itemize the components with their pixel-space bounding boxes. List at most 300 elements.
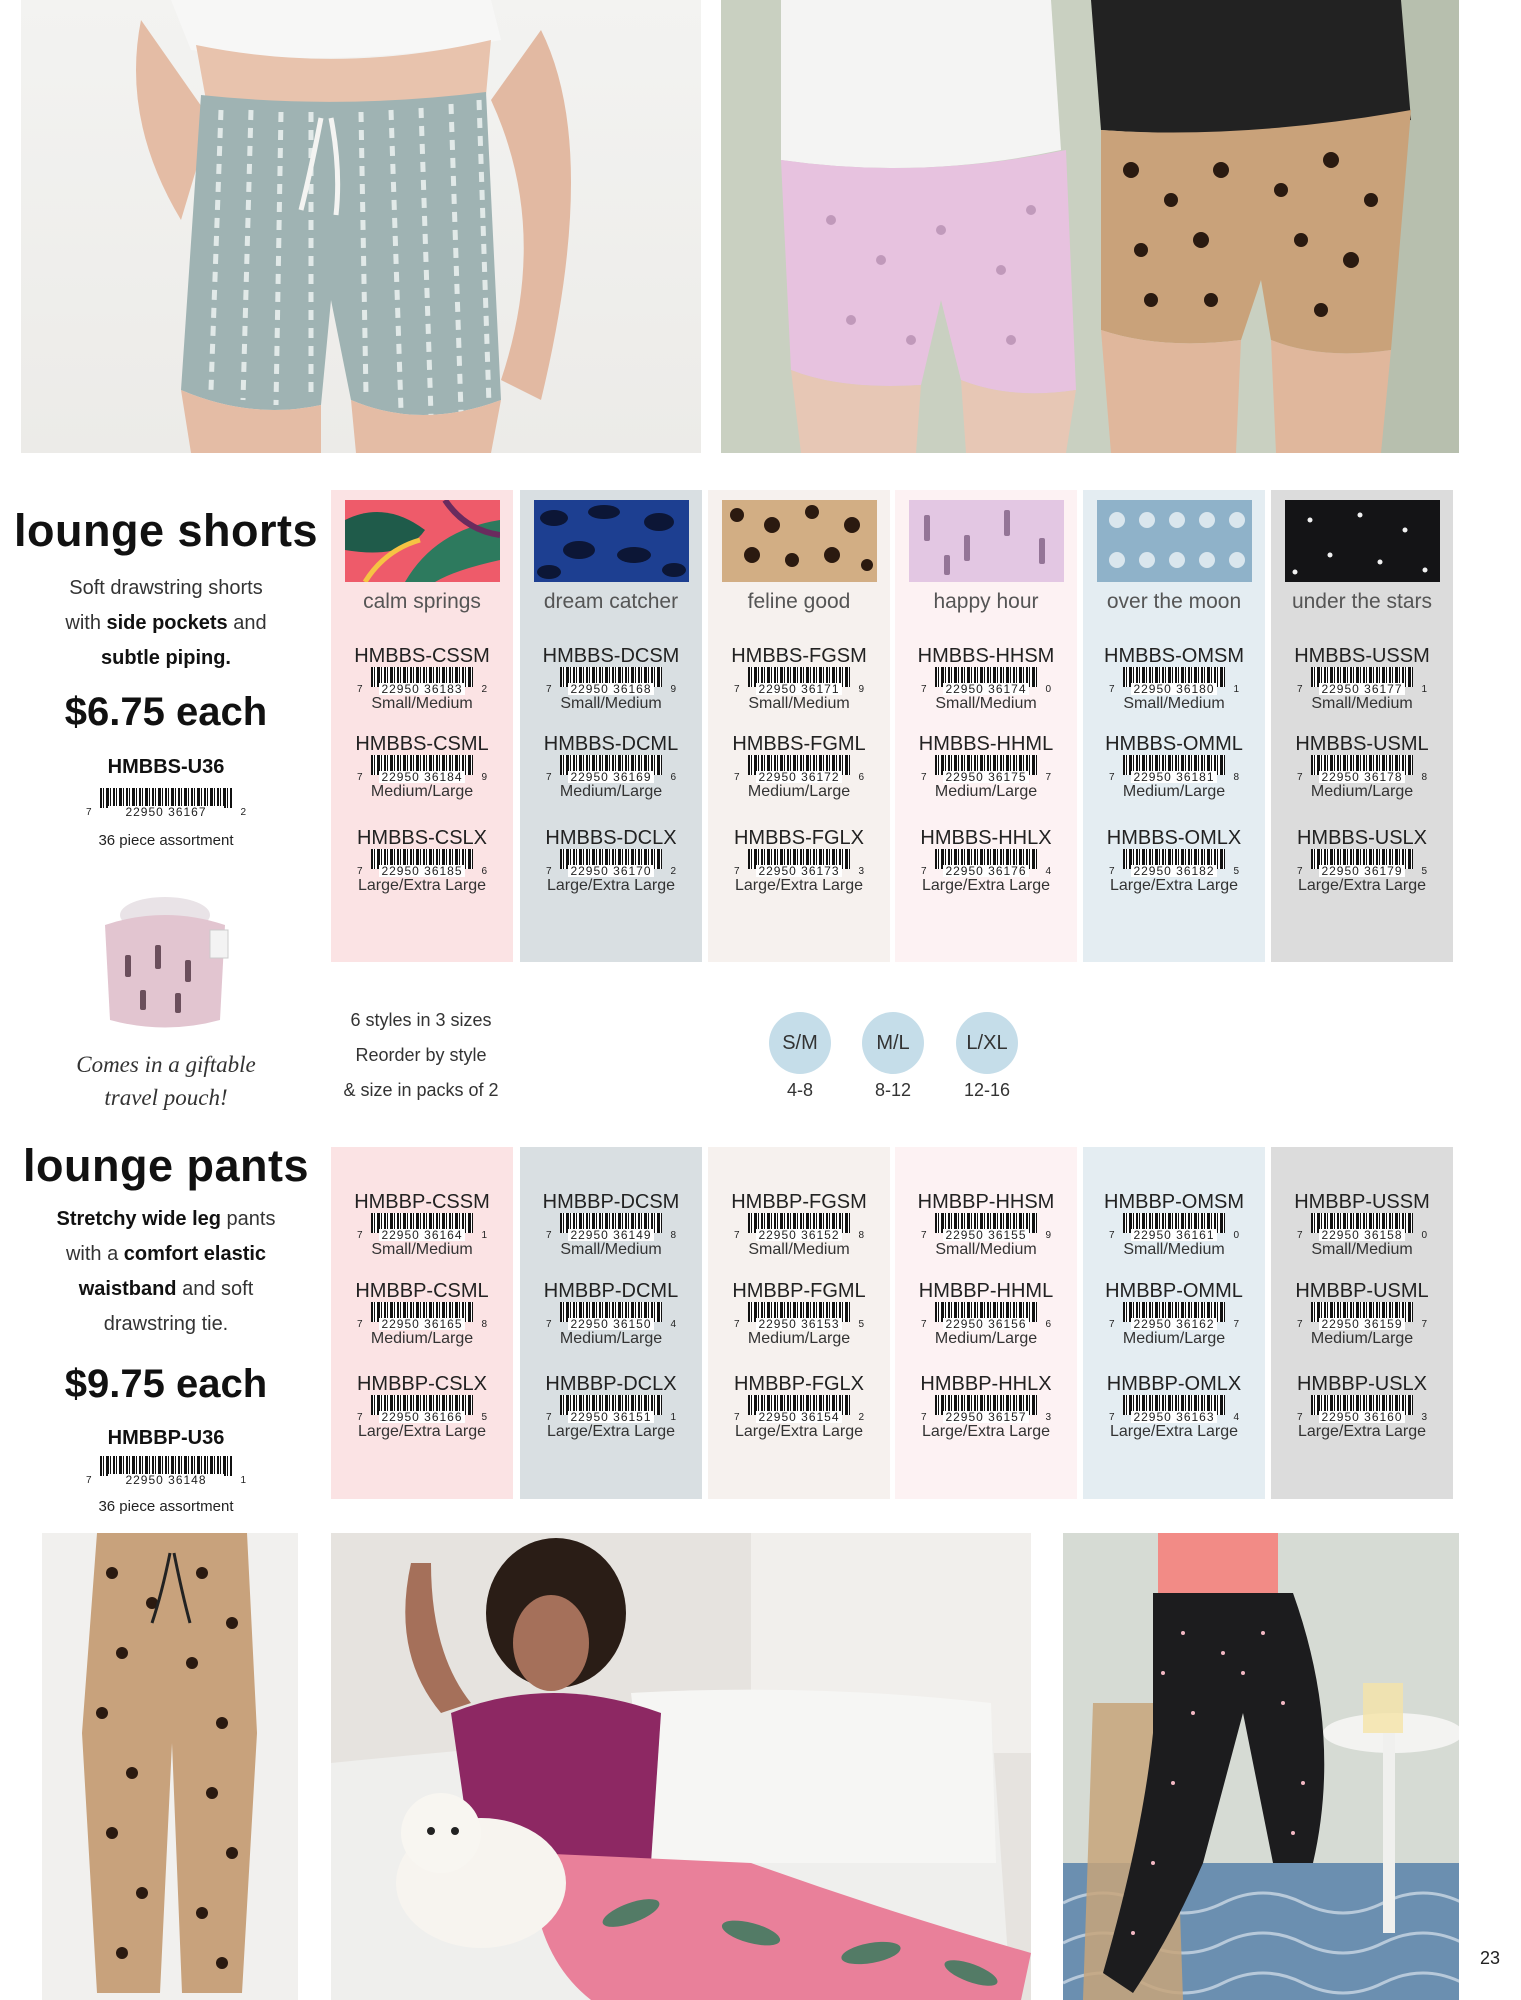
- shorts-title: lounge shorts: [13, 505, 318, 556]
- barcode-digits: 22950 36182: [1131, 865, 1217, 877]
- sku-entry: [331, 1280, 513, 1348]
- sku-entry: [520, 827, 702, 895]
- barcode-digit-right: 6: [670, 772, 676, 783]
- sku-size: Small/Medium: [560, 695, 662, 712]
- sku-code: HMBBS-DCML: [543, 733, 679, 755]
- barcode-digit-left: 7: [1109, 1230, 1115, 1241]
- sku-entry: [1083, 645, 1265, 713]
- pants-style-column: [1271, 1147, 1453, 1499]
- pack-note: [331, 1003, 511, 1108]
- pants-price: $9.75 each: [64, 1362, 268, 1406]
- shorts-style-column: [708, 490, 890, 962]
- sku-code: HMBBP-OMSM: [1104, 1191, 1244, 1213]
- sku-barcode: [921, 1302, 1051, 1330]
- pants-desc-text: pants: [221, 1208, 276, 1230]
- sku-entry: [520, 1280, 702, 1348]
- shorts-style-grid: [331, 490, 1459, 962]
- sku-entry: [708, 645, 890, 713]
- sku-entry: [520, 1373, 702, 1441]
- sku-size: Small/Medium: [935, 1241, 1037, 1258]
- barcode-digits: 22950 36149: [568, 1229, 654, 1241]
- sku-barcode: [546, 667, 676, 695]
- sku-entry: [895, 645, 1077, 713]
- sku-code: HMBBS-OMML: [1105, 733, 1243, 755]
- sku-size: Medium/Large: [747, 783, 851, 800]
- sku-barcode: [734, 849, 864, 877]
- sku-size: Large/Extra Large: [546, 1423, 676, 1440]
- sku-barcode: [1109, 755, 1239, 783]
- barcode-digit-right: 6: [481, 866, 487, 877]
- happy-hour-print-swatch: [909, 500, 1064, 582]
- barcode-digits: 22950 36168: [568, 683, 654, 695]
- pants-desc-bold: waistband: [78, 1278, 177, 1300]
- sku-code: HMBBS-USLX: [1296, 827, 1428, 849]
- barcode-digit-right: 2: [481, 684, 487, 695]
- sku-code: HMBBP-HHLX: [920, 1373, 1052, 1395]
- shorts-desc-line-2: [0, 606, 332, 641]
- barcode-digits: 22950 36180: [1131, 683, 1217, 695]
- sku-size: Small/Medium: [1311, 1241, 1413, 1258]
- sku-code: HMBBS-USML: [1295, 733, 1429, 755]
- pouch-note-line-1: Comes in a giftable: [76, 1052, 256, 1077]
- sku-code: HMBBS-HHSM: [917, 645, 1055, 667]
- barcode-digit-left: 7: [357, 1319, 363, 1330]
- sku-entry: [331, 733, 513, 801]
- sku-size: Small/Medium: [1123, 1241, 1225, 1258]
- barcode-digits: 22950 36185: [379, 865, 465, 877]
- pants-desc-bold: comfort elastic: [123, 1243, 267, 1265]
- barcode-digits: 22950 36179: [1319, 865, 1405, 877]
- pants-desc-bold: Stretchy wide leg: [56, 1208, 221, 1230]
- sku-entry: [708, 1373, 890, 1441]
- pants-style-column: [520, 1147, 702, 1499]
- pants-style-grid: [331, 1147, 1459, 1499]
- sku-size: Large/Extra Large: [357, 877, 487, 894]
- sku-barcode: [1109, 1302, 1239, 1330]
- barcode-digits: 22950 36152: [756, 1229, 842, 1241]
- style-name: over the moon: [1106, 590, 1242, 613]
- sku-code: HMBBS-DCSM: [542, 645, 680, 667]
- shorts-style-column: [1271, 490, 1453, 962]
- sku-size: Small/Medium: [560, 1241, 662, 1258]
- pants-desc-line-3: [0, 1272, 332, 1307]
- barcode-digit-right: 6: [858, 772, 864, 783]
- barcode-digits: 22950 36157: [943, 1411, 1029, 1423]
- barcode-digits: 22950 36169: [568, 771, 654, 783]
- sku-barcode: [357, 1395, 487, 1423]
- barcode-digits: 22950 36161: [1131, 1229, 1217, 1241]
- barcode-digits: 22950 36181: [1131, 771, 1217, 783]
- barcode-digit-right: 9: [670, 684, 676, 695]
- sku-code: HMBBS-DCLX: [545, 827, 677, 849]
- sku-entry: [520, 733, 702, 801]
- barcode-digit-right: 1: [1233, 684, 1239, 695]
- pants-style-column: [708, 1147, 890, 1499]
- size-badge-sm: S/M: [769, 1012, 831, 1074]
- barcode-digits: 22950 36163: [1131, 1411, 1217, 1423]
- sku-entry: [895, 1191, 1077, 1259]
- barcode-digit-right: 3: [1045, 1412, 1051, 1423]
- sku-entry: [895, 827, 1077, 895]
- shorts-desc-line-1: Soft drawstring shorts: [69, 577, 263, 599]
- dream-catcher-print-swatch: [534, 500, 689, 582]
- sku-code: HMBBS-CSSM: [354, 645, 490, 667]
- barcode-digit-left: 7: [546, 1319, 552, 1330]
- sku-barcode: [546, 1395, 676, 1423]
- photo-leopard-pants: [42, 1533, 298, 2000]
- sku-size: Medium/Large: [934, 1330, 1038, 1347]
- barcode-digits: 22950 36184: [379, 771, 465, 783]
- shorts-desc-bold: subtle piping.: [101, 647, 231, 669]
- barcode-digit-right: 3: [1421, 1412, 1427, 1423]
- barcode-digit-left: 7: [357, 1230, 363, 1241]
- sku-barcode: [734, 755, 864, 783]
- sku-entry: [331, 1191, 513, 1259]
- sku-barcode: [357, 1302, 487, 1330]
- sku-size: Large/Extra Large: [1109, 1423, 1239, 1440]
- shorts-style-column: [520, 490, 702, 962]
- shorts-style-column: [331, 490, 513, 962]
- sku-entry: [331, 827, 513, 895]
- sku-entry: [895, 1280, 1077, 1348]
- barcode-digits: 22950 36165: [379, 1318, 465, 1330]
- barcode-digit-left: 7: [734, 772, 740, 783]
- over-the-moon-print-swatch: [1097, 500, 1252, 582]
- travel-pouch-image: [95, 885, 235, 1035]
- barcode-digit-right: 8: [858, 1230, 864, 1241]
- sku-barcode: [1297, 667, 1427, 695]
- sku-barcode: [734, 1302, 864, 1330]
- sku-size: Large/Extra Large: [734, 1423, 864, 1440]
- sku-size: Large/Extra Large: [1109, 877, 1239, 894]
- sku-size: Small/Medium: [1123, 695, 1225, 712]
- barcode-digit-left: 7: [1297, 1319, 1303, 1330]
- shorts-price: $6.75 each: [64, 690, 268, 734]
- barcode-digits: 22950 36171: [756, 683, 842, 695]
- sku-code: HMBBP-FGML: [732, 1280, 866, 1302]
- barcode-digits: 22950 36183: [379, 683, 465, 695]
- barcode-digits: 22950 36162: [1131, 1318, 1217, 1330]
- sku-size: Medium/Large: [934, 783, 1038, 800]
- style-name: dream catcher: [543, 590, 679, 613]
- barcode-digit-right: 9: [481, 772, 487, 783]
- barcode-digit-left: 7: [921, 684, 927, 695]
- barcode-digit-right: 5: [1233, 866, 1239, 877]
- sku-code: HMBBP-DCSM: [542, 1191, 680, 1213]
- sku-code: HMBBS-FGLX: [733, 827, 865, 849]
- sku-entry: [331, 1373, 513, 1441]
- sku-size: Large/Extra Large: [546, 877, 676, 894]
- pants-title: lounge pants: [23, 1140, 309, 1191]
- barcode-digit-left: 7: [921, 1412, 927, 1423]
- barcode-digit-right: 6: [1045, 1319, 1051, 1330]
- barcode-digit-left: 7: [1109, 1319, 1115, 1330]
- sku-barcode: [1297, 1302, 1427, 1330]
- sku-entry: [708, 733, 890, 801]
- sku-size: Large/Extra Large: [921, 1423, 1051, 1440]
- sku-code: HMBBS-HHML: [918, 733, 1054, 755]
- barcode-digit-left: 7: [546, 1412, 552, 1423]
- sku-size: Large/Extra Large: [734, 877, 864, 894]
- pack-note-line-1: 6 styles in 3 sizes: [350, 1010, 492, 1030]
- pants-description: [0, 1202, 332, 1342]
- pouch-note-line-2: travel pouch!: [104, 1085, 228, 1110]
- barcode-digit-left: 7: [1109, 866, 1115, 877]
- feline-good-print-swatch: [722, 500, 877, 582]
- barcode-digit-left: 7: [1297, 684, 1303, 695]
- barcode-digit-left: 7: [86, 1475, 92, 1486]
- pants-desc-text: with a: [65, 1243, 124, 1265]
- barcode-digit-right: 0: [1421, 1230, 1427, 1241]
- barcode-digit-left: 7: [921, 866, 927, 877]
- sku-code: HMBBP-OMLX: [1106, 1373, 1242, 1395]
- barcode-digits: 22950 36159: [1319, 1318, 1405, 1330]
- sku-barcode: [1297, 1395, 1427, 1423]
- sku-size: Small/Medium: [1311, 695, 1413, 712]
- sku-code: HMBBP-DCML: [543, 1280, 679, 1302]
- shorts-desc-line-3: [0, 641, 332, 676]
- pants-desc-line-1: [0, 1202, 332, 1237]
- sku-code: HMBBS-OMSM: [1104, 645, 1244, 667]
- barcode-digit-right: 8: [1421, 772, 1427, 783]
- barcode-digit-left: 7: [1109, 772, 1115, 783]
- sku-barcode: [921, 667, 1051, 695]
- barcode-digit-left: 7: [546, 1230, 552, 1241]
- barcode-digits: 22950 36175: [943, 771, 1029, 783]
- barcode-digit-left: 7: [546, 684, 552, 695]
- sku-entry: [708, 1191, 890, 1259]
- sku-size: Large/Extra Large: [1297, 1423, 1427, 1440]
- shorts-desc-text: and: [227, 612, 267, 634]
- shorts-assortment-barcode: [0, 788, 332, 818]
- shorts-desc-text: with: [65, 612, 107, 634]
- sku-code: HMBBP-CSLX: [356, 1373, 488, 1395]
- barcode-digit-left: 7: [357, 866, 363, 877]
- shorts-assortment-note: 36 piece assortment: [98, 832, 234, 849]
- barcode-digit-right: 1: [481, 1230, 487, 1241]
- barcode-digit-right: 5: [858, 1319, 864, 1330]
- shorts-assortment-code: HMBBS-U36: [107, 756, 225, 778]
- sku-code: HMBBS-CSLX: [356, 827, 488, 849]
- sku-barcode: [1109, 849, 1239, 877]
- pants-desc-line-2: [0, 1237, 332, 1272]
- barcode-digits: 22950 36151: [568, 1411, 654, 1423]
- pack-note-line-2: Reorder by style: [355, 1045, 487, 1065]
- sku-code: HMBBS-USSM: [1294, 645, 1430, 667]
- sku-code: HMBBP-OMML: [1105, 1280, 1243, 1302]
- style-name: calm springs: [363, 590, 481, 613]
- sku-code: HMBBS-HHLX: [920, 827, 1052, 849]
- barcode-digit-left: 7: [921, 772, 927, 783]
- sku-code: HMBBP-CSSM: [354, 1191, 490, 1213]
- sku-code: HMBBS-FGML: [732, 733, 866, 755]
- barcode-digit-left: 7: [1297, 1230, 1303, 1241]
- sku-entry: [1083, 1280, 1265, 1348]
- size-age-lxl: 12-16: [963, 1080, 1011, 1100]
- barcode-digits: 22950 36164: [379, 1229, 465, 1241]
- sku-entry: [1271, 1280, 1453, 1348]
- sku-entry: [520, 645, 702, 713]
- sku-size: Large/Extra Large: [1297, 877, 1427, 894]
- sku-code: HMBBP-FGLX: [733, 1373, 865, 1395]
- sku-size: Small/Medium: [371, 695, 473, 712]
- sku-barcode: [357, 755, 487, 783]
- sku-size: Medium/Large: [1310, 783, 1414, 800]
- sku-barcode: [1297, 755, 1427, 783]
- style-name: happy hour: [933, 590, 1039, 613]
- barcode-digit-left: 7: [734, 1412, 740, 1423]
- pouch-note: [0, 1048, 332, 1114]
- barcode-digit-right: 3: [858, 866, 864, 877]
- barcode-digit-right: 5: [1421, 866, 1427, 877]
- sku-code: HMBBS-FGSM: [731, 645, 867, 667]
- pants-style-column: [331, 1147, 513, 1499]
- barcode-digit-left: 7: [357, 684, 363, 695]
- barcode-digits: 22950 36160: [1319, 1411, 1405, 1423]
- barcode-digit-right: 4: [1045, 866, 1051, 877]
- barcode-digit-right: 8: [670, 1230, 676, 1241]
- page-number: 23: [1480, 1948, 1501, 1968]
- barcode-digit-left: 7: [921, 1230, 927, 1241]
- barcode-digits: 22950 36156: [943, 1318, 1029, 1330]
- barcode-digit-right: 0: [1233, 1230, 1239, 1241]
- style-name: under the stars: [1291, 590, 1433, 613]
- style-name: feline good: [747, 590, 851, 613]
- sku-entry: [1271, 1373, 1453, 1441]
- pants-info: [0, 1140, 332, 1342]
- sku-entry: [520, 1191, 702, 1259]
- barcode-digit-right: 9: [1045, 1230, 1051, 1241]
- barcode-digit-left: 7: [734, 684, 740, 695]
- barcode-digit-right: 7: [1045, 772, 1051, 783]
- shorts-description: [0, 571, 332, 676]
- sku-barcode: [1109, 1213, 1239, 1241]
- barcode-digit-right: 2: [858, 1412, 864, 1423]
- sku-code: HMBBP-HHML: [918, 1280, 1054, 1302]
- sku-barcode: [921, 1395, 1051, 1423]
- photo-gray-shorts: [21, 0, 701, 453]
- barcode-digits: 22950 36178: [1319, 771, 1405, 783]
- sku-size: Small/Medium: [748, 1241, 850, 1258]
- sku-entry: [1083, 827, 1265, 895]
- sku-barcode: [921, 849, 1051, 877]
- sku-size: Medium/Large: [1122, 1330, 1226, 1347]
- barcode-digit-right: 8: [1233, 772, 1239, 783]
- sku-code: HMBBP-FGSM: [731, 1191, 867, 1213]
- photo-pink-and-leopard-shorts: [721, 0, 1459, 453]
- sku-size: Medium/Large: [1122, 783, 1226, 800]
- sku-code: HMBBS-OMLX: [1106, 827, 1242, 849]
- pants-desc-line-4: drawstring tie.: [103, 1313, 229, 1335]
- barcode-digit-left: 7: [546, 866, 552, 877]
- size-age-sm: 4-8: [786, 1080, 813, 1100]
- barcode-digit-right: 5: [481, 1412, 487, 1423]
- sku-size: Large/Extra Large: [921, 877, 1051, 894]
- barcode-digit-left: 7: [546, 772, 552, 783]
- shorts-desc-bold: side pockets: [106, 612, 228, 634]
- sku-barcode: [546, 1213, 676, 1241]
- barcode-digits: 22950 36158: [1319, 1229, 1405, 1241]
- sku-size: Small/Medium: [748, 695, 850, 712]
- sku-barcode: [357, 1213, 487, 1241]
- barcode-digit-right: 7: [1233, 1319, 1239, 1330]
- sku-size: Medium/Large: [370, 1330, 474, 1347]
- pack-note-line-3: & size in packs of 2: [343, 1080, 499, 1100]
- sku-barcode: [546, 849, 676, 877]
- sku-barcode: [546, 1302, 676, 1330]
- sku-code: HMBBS-CSML: [355, 733, 489, 755]
- sku-barcode: [1109, 667, 1239, 695]
- barcode-digits: 22950 36155: [943, 1229, 1029, 1241]
- pants-assortment-barcode: [0, 1456, 332, 1486]
- sku-size: Medium/Large: [559, 783, 663, 800]
- sku-code: HMBBP-USML: [1295, 1280, 1429, 1302]
- sku-size: Small/Medium: [371, 1241, 473, 1258]
- barcode-digit-right: 4: [1233, 1412, 1239, 1423]
- shorts-style-column: [895, 490, 1077, 962]
- sku-barcode: [734, 1213, 864, 1241]
- sku-size: Medium/Large: [747, 1330, 851, 1347]
- barcode-digits: 22950 36176: [943, 865, 1029, 877]
- barcode-digit-left: 7: [734, 866, 740, 877]
- sku-entry: [895, 733, 1077, 801]
- barcode-digits: 22950 36177: [1319, 683, 1405, 695]
- shorts-style-column: [1083, 490, 1265, 962]
- barcode-digit-left: 7: [357, 1412, 363, 1423]
- size-badge-ml: M/L: [862, 1012, 924, 1074]
- barcode-digits: 22950 36174: [943, 683, 1029, 695]
- barcode-digit-left: 7: [734, 1319, 740, 1330]
- sku-size: Large/Extra Large: [357, 1423, 487, 1440]
- sku-size: Medium/Large: [559, 1330, 663, 1347]
- sku-size: Medium/Large: [370, 783, 474, 800]
- sku-code: HMBBP-DCLX: [545, 1373, 677, 1395]
- barcode-digit-left: 7: [734, 1230, 740, 1241]
- pants-style-column: [1083, 1147, 1265, 1499]
- pants-desc-text: and soft: [176, 1278, 254, 1300]
- barcode-digit-right: 4: [670, 1319, 676, 1330]
- under-the-stars-print-swatch: [1285, 500, 1440, 582]
- photo-woman-on-sofa: [331, 1533, 1031, 2000]
- barcode-digit-right: 7: [1421, 1319, 1427, 1330]
- shorts-info: [0, 505, 332, 676]
- barcode-digit-right: 0: [1045, 684, 1051, 695]
- sku-barcode: [546, 755, 676, 783]
- sku-entry: [1083, 733, 1265, 801]
- sku-entry: [708, 827, 890, 895]
- calm-springs-print-swatch: [345, 500, 500, 582]
- barcode-digits: 22950 36167: [108, 806, 224, 818]
- barcode-digit-right: 2: [240, 807, 246, 818]
- sku-size: Small/Medium: [935, 695, 1037, 712]
- pants-assortment-code: HMBBP-U36: [107, 1427, 225, 1449]
- barcode-digits: 22950 36170: [568, 865, 654, 877]
- barcode-digit-left: 7: [1297, 772, 1303, 783]
- photo-star-pants: [1063, 1533, 1459, 2000]
- sku-code: HMBBP-HHSM: [917, 1191, 1055, 1213]
- sku-entry: [895, 1373, 1077, 1441]
- sku-entry: [331, 645, 513, 713]
- sku-entry: [1271, 827, 1453, 895]
- sku-barcode: [1297, 849, 1427, 877]
- barcode-digit-right: 1: [1421, 684, 1427, 695]
- pants-style-column: [895, 1147, 1077, 1499]
- barcode-digit-left: 7: [86, 807, 92, 818]
- barcode-digits: 22950 36148: [108, 1474, 224, 1486]
- sku-barcode: [357, 849, 487, 877]
- barcode-digit-right: 9: [858, 684, 864, 695]
- sku-entry: [1271, 1191, 1453, 1259]
